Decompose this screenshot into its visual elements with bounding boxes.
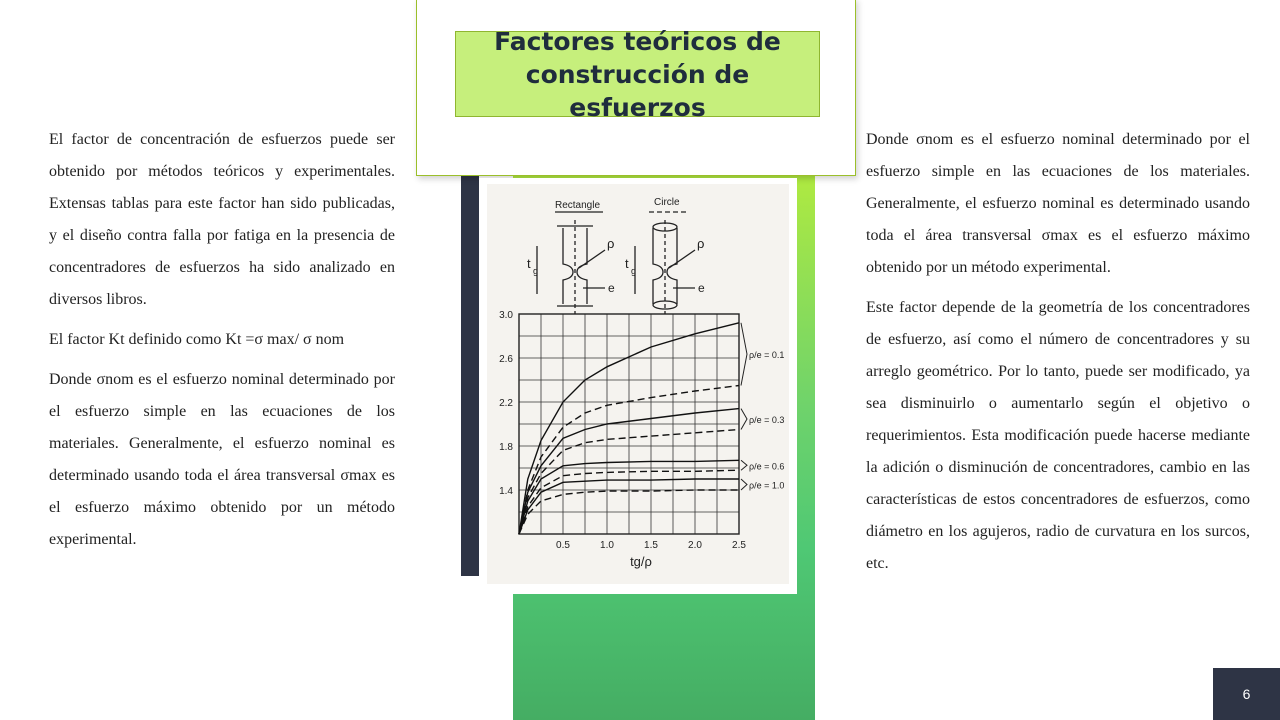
curve-label: ρ/e = 1.0	[749, 480, 785, 491]
label-tg-right: t	[625, 256, 629, 271]
label-tg-sub-right: g	[631, 266, 637, 276]
curve-label: ρ/e = 0.1	[749, 350, 785, 361]
left-paragraph: El factor de concentración de esfuerzos puede ser obtenido por métodos teóricos y experimentales. Extensas tablas para este factor han sido publicadas, y el diseño contra falla por fatiga en la presencia de concentradores de esfuerzos ha sido analizado en diversos libros.	[49, 131, 395, 308]
label-e-left: e	[608, 281, 615, 295]
label-circle: Circle	[654, 197, 680, 208]
y-tick-label: 3.0	[499, 310, 513, 321]
right-paragraph: Este factor depende de la geometría de los concentradores de esfuerzo, así como el número de concentradores y su arreglo geométrico. Por lo tanto, puede ser modificado, ya sea disminuirlo o aumentarlo según el objetivo o requerimientos. Esta modificación puede hacerse mediante la adición o disminución de concentradores, cambio en las características de estos concentradores de esfuerzos, como diámetro en los agujeros, radio de curvatura en los surcos, etc.	[866, 299, 1250, 572]
slide-title: Factores teóricos de construcción de esfuerzos	[494, 26, 781, 122]
curve-label: ρ/e = 0.3	[749, 415, 785, 426]
label-rectangle: Rectangle	[555, 200, 601, 211]
x-axis-label: tg/ρ	[630, 554, 652, 569]
stress-concentration-chart	[487, 184, 789, 584]
y-tick-label: 2.2	[499, 398, 513, 409]
x-tick-label: 1.0	[600, 540, 614, 551]
label-tg-sub-left: g	[533, 266, 539, 276]
dark-accent-bar	[461, 150, 479, 576]
page-number: 6	[1213, 668, 1280, 720]
curve-label: ρ/e = 0.6	[749, 461, 785, 472]
left-paragraph: Donde σnom es el esfuerzo nominal determinado por el esfuerzo simple en las ecuaciones de los materiales. Generalmente, el esfuerzo nominal es determinado usando toda el área transversal σmax es el esfuerzo máximo obtenido por un método experimental.	[49, 371, 395, 548]
y-tick-label: 1.4	[499, 486, 513, 497]
figure-background	[487, 184, 789, 584]
y-tick-label: 1.8	[499, 442, 513, 453]
label-rho-right: ρ	[697, 236, 705, 251]
figure-frame	[479, 178, 797, 594]
x-tick-label: 0.5	[556, 540, 570, 551]
x-tick-label: 1.5	[644, 540, 658, 551]
x-tick-label: 2.5	[732, 540, 746, 551]
label-tg-left: t	[527, 256, 531, 271]
x-tick-label: 2.0	[688, 540, 702, 551]
left-text-column	[49, 124, 395, 564]
right-paragraph: Donde σnom es el esfuerzo nominal determinado por el esfuerzo simple en las ecuaciones de los materiales. Generalmente, el esfuerzo nominal es determinado usando toda el área transversal σmax es el esfuerzo máximo obtenido por un método experimental.	[866, 131, 1250, 276]
y-tick-label: 2.6	[499, 354, 513, 365]
right-text-column	[866, 124, 1250, 588]
label-e-right: e	[698, 281, 705, 295]
left-paragraph: El factor Kt definido como Kt =σ max/ σ nom	[49, 331, 345, 348]
title-box	[455, 26, 820, 122]
label-rho-left: ρ	[607, 236, 615, 251]
